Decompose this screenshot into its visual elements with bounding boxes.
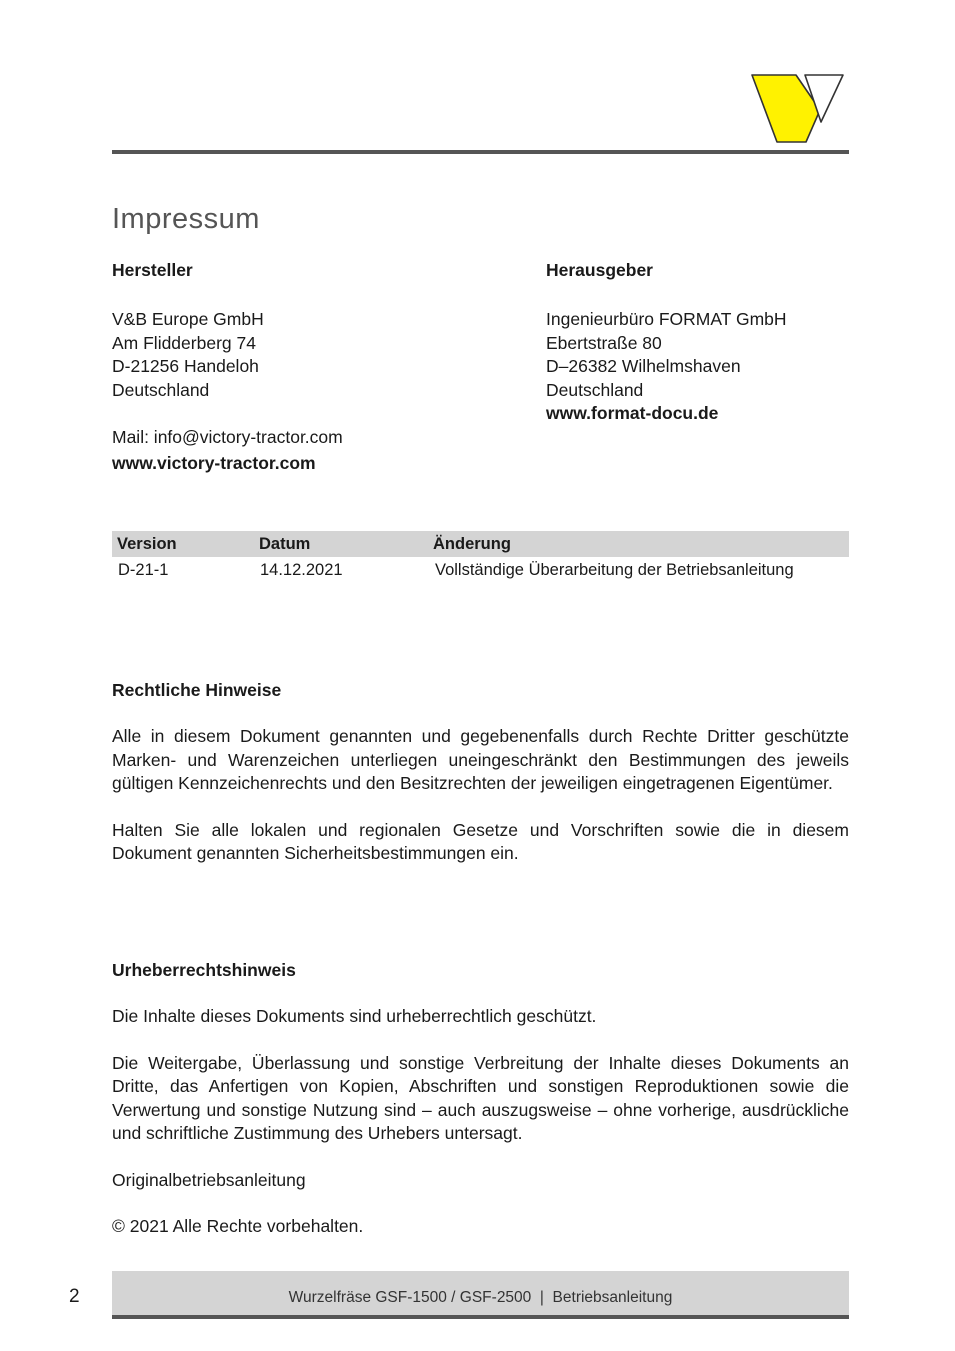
publisher-line: Ebertstraße 80 <box>546 332 662 353</box>
legal-paragraph: Alle in diesem Dokument genannten und gegebenenfalls durch Rechte Dritter geschützte Marken- und Warenzeichen unterliegen uneingeschränkt den Bestimmungen des jeweils gültigen Kennzeichenrechts und den Besitzrechten der jeweiligen eingetragenen Eigentümer. <box>112 726 849 793</box>
cell-date: 14.12.2021 <box>260 561 343 579</box>
copyright-paragraph: Die Inhalte dieses Dokuments sind urheberrechtlich geschützt. <box>112 1006 597 1026</box>
copyright-paragraph: Die Weitergabe, Überlassung und sonstige Verbreitung der Inhalte dieses Dokuments an Dritte, das Anfertigen von Kopien, Abschriften und sonstigen Reproduktionen sowie die Verwertung und sonstige Nutzung sind – auch auszugsweise – ohne vorherige, ausdrückliche und schriftliche Zustimmung des Urhebers untersagt. <box>112 1052 849 1143</box>
manufacturer-line: Deutschland <box>112 379 210 400</box>
column-header-version: Version <box>117 535 177 553</box>
legal-paragraph: Halten Sie alle lokalen und regionalen Gesetze und Vorschriften sowie die in diesem Dokument genannten Sicherheitsbestimmungen ein. <box>112 819 849 863</box>
publisher-line: Deutschland <box>546 379 644 400</box>
company-logo <box>750 72 846 146</box>
page-title: Impressum <box>112 203 260 235</box>
column-header-change: Änderung <box>433 535 511 553</box>
manufacturer-line: D-21256 Handeloh <box>112 356 259 376</box>
publisher-line: Ingenieurbüro FORMAT GmbH <box>546 309 787 329</box>
legal-section <box>112 680 849 866</box>
copyright-heading: Urheberrechtshinweis <box>112 960 296 980</box>
publisher-block <box>546 260 849 426</box>
cell-change: Vollständige Überarbeitung der Betriebsanleitung <box>435 561 794 579</box>
legal-heading: Rechtliche Hinweise <box>112 680 282 700</box>
publisher-line: D–26382 Wilhelmshaven <box>546 356 741 376</box>
table-row <box>112 557 849 585</box>
publisher-web-link[interactable]: www.format-docu.de <box>546 403 719 423</box>
copyright-section <box>112 960 849 1239</box>
publisher-heading: Herausgeber <box>546 260 653 280</box>
column-header-date: Datum <box>259 535 311 553</box>
manufacturer-line: Am Flidderberg 74 <box>112 332 256 353</box>
manufacturer-web-link[interactable]: www.victory-tractor.com <box>112 452 316 473</box>
manufacturer-mail[interactable]: Mail: info@victory-tractor.com <box>112 427 343 447</box>
version-table <box>112 531 849 585</box>
page-number: 2 <box>69 1286 80 1307</box>
table-header-row <box>112 531 849 557</box>
footer-rule <box>112 1315 849 1319</box>
header-rule <box>112 150 849 154</box>
footer-text: Wurzelfräse GSF-1500 / GSF-2500 | Betriebsanleitung <box>288 1289 673 1306</box>
manufacturer-line: V&B Europe GmbH <box>112 309 264 329</box>
original-manual-note: Originalbetriebsanleitung <box>112 1169 306 1190</box>
manufacturer-heading: Hersteller <box>112 260 193 280</box>
cell-version: D-21-1 <box>118 561 169 579</box>
rights-reserved-note: © 2021 Alle Rechte vorbehalten. <box>112 1216 364 1236</box>
manufacturer-block <box>112 260 512 475</box>
